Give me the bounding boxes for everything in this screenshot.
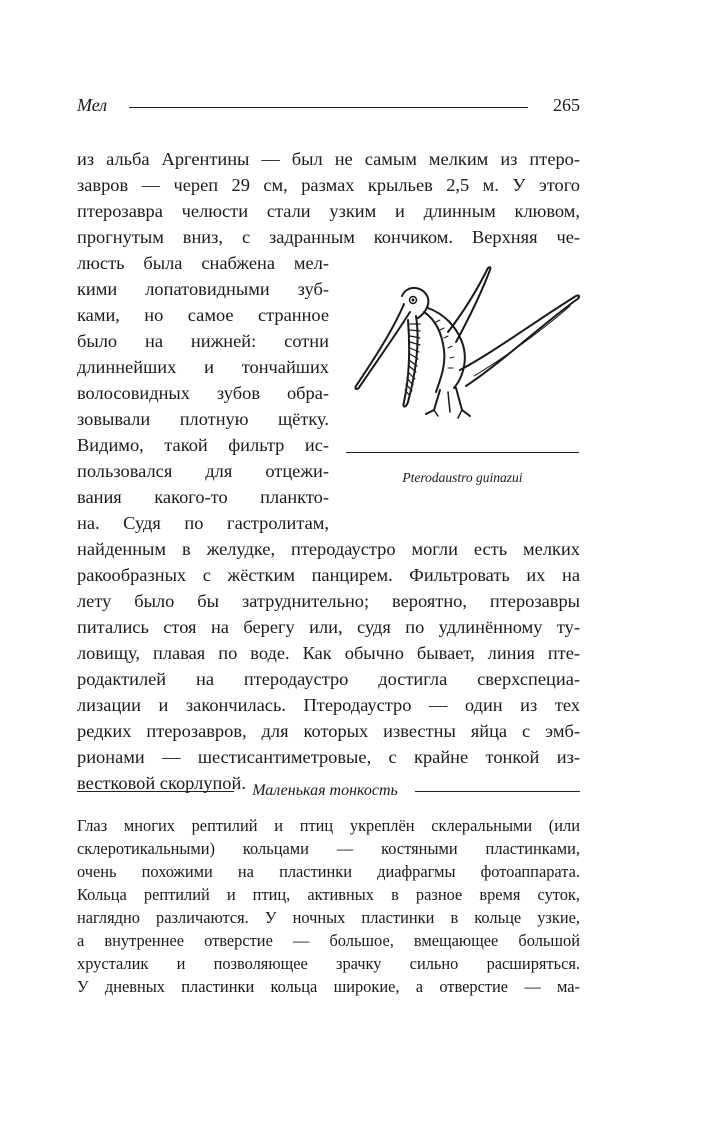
- figure-rule: [346, 452, 579, 453]
- sidebar-title: Маленькая тонкость: [252, 782, 398, 799]
- sidebar-line: Глаз многих рептилий и птиц укреплён склеральными (или: [77, 816, 580, 835]
- sidebar-rule-right: [415, 791, 580, 792]
- body-line: зовывали плотную щётку.: [77, 409, 329, 429]
- body-line: редких птерозавров, для которых известны яйца с эмб-: [77, 721, 580, 741]
- body-line: вания какого-то планкто-: [77, 487, 329, 507]
- body-line: люсть была снабжена мел-: [77, 253, 329, 273]
- body-line: питались стоя на берегу или, судя по удлинённому ту-: [77, 617, 580, 637]
- body-line: ловищу, плавая по воде. Как обычно бывает, линия пте-: [77, 643, 580, 663]
- figure-caption: Pterodaustro guinazui: [402, 470, 523, 485]
- page-number: 265: [553, 95, 580, 115]
- body-line: было на нижней: сотни: [77, 331, 329, 351]
- body-line: найденным в желудке, птеродаустро могли есть мелких: [77, 539, 580, 559]
- body-line: ракообразных с жёстким панцирем. Фильтровать их на: [77, 565, 580, 585]
- running-header: [77, 95, 580, 119]
- body-line: завров — череп 29 см, размах крыльев 2,5 м. У этого: [77, 175, 580, 195]
- section-title: Мел: [77, 95, 108, 115]
- sidebar-line: хрусталик и позволяющее зрачку сильно расширяться.: [77, 954, 580, 973]
- sidebar-line: склеротикальными) кольцами — костяными пластинками,: [77, 839, 580, 858]
- body-line: длиннейших и тончайших: [77, 357, 329, 377]
- header-rule: [129, 107, 528, 108]
- pterosaur-illustration-icon: [344, 262, 582, 432]
- sidebar-heading: [77, 781, 580, 803]
- sidebar-line: а внутреннее отверстие — большое, вмещающее большой: [77, 931, 580, 950]
- body-line: прогнутым вниз, с задранным кончиком. Верхняя че-: [77, 227, 580, 247]
- body-line: кими лопатовидными зуб-: [77, 279, 329, 299]
- body-line: рионами — шестисантиметровые, с крайне тонкой из-: [77, 747, 580, 767]
- sidebar-rule-left: [77, 791, 234, 792]
- sidebar-line: очень похожими на пластинки диафрагмы фотоаппарата.: [77, 862, 580, 881]
- body-line: вестковой скорлупой.: [77, 773, 246, 793]
- body-line: из альба Аргентины — был не самым мелким из птеро-: [77, 149, 580, 169]
- sidebar-line: наглядно различаются. У ночных пластинки в кольце узкие,: [77, 908, 580, 927]
- body-line: ками, но самое странное: [77, 305, 329, 325]
- body-line: родактилей на птеродаустро достигла сверхспециа-: [77, 669, 580, 689]
- body-line: волосовидных зубов обра-: [77, 383, 329, 403]
- body-line: Видимо, такой фильтр ис-: [77, 435, 329, 455]
- body-line: пользовался для отцежи-: [77, 461, 329, 481]
- sidebar-line: Кольца рептилий и птиц, активных в разное время суток,: [77, 885, 580, 904]
- body-line: лизации и закончилась. Птеродаустро — один из тех: [77, 695, 580, 715]
- body-line: на. Судя по гастролитам,: [77, 513, 329, 533]
- sidebar-line: У дневных пластинки кольца широкие, а отверстие — ма-: [77, 977, 580, 996]
- body-line: лету было бы затруднительно; вероятно, птерозавры: [77, 591, 580, 611]
- body-line: птерозавра челюсти стали узким и длинным клювом,: [77, 201, 580, 221]
